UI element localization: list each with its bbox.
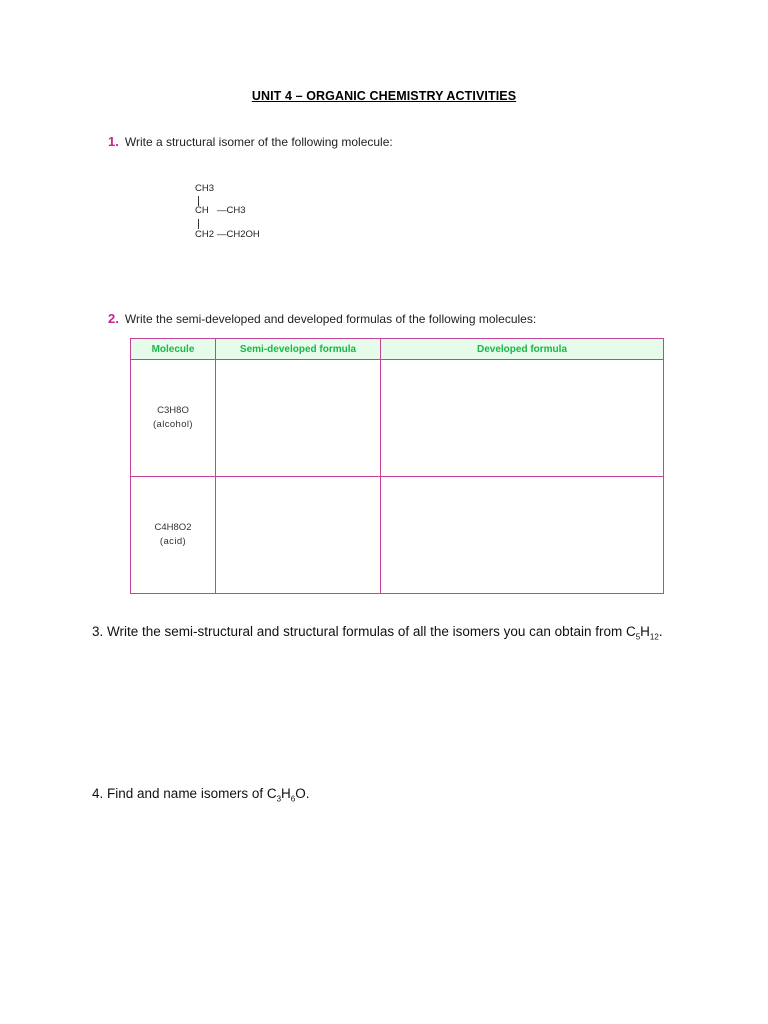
formula-element: H — [281, 786, 291, 801]
molecule-formula: C3H8O — [157, 405, 189, 416]
question-2-number: 2. — [108, 311, 119, 326]
formula-element: H — [640, 624, 650, 639]
question-2-text: Write the semi-developed and developed formulas of the following molecules: — [124, 312, 537, 326]
header-developed: Developed formula — [381, 339, 664, 360]
header-semi-developed: Semi-developed formula — [216, 339, 381, 360]
question-4-text — [92, 783, 682, 804]
subscript: 12 — [649, 632, 659, 642]
question-1-text: Write a structural isomer of the following molecule: — [124, 135, 393, 149]
subscript: 3 — [276, 794, 282, 804]
subscript: 5 — [635, 632, 641, 642]
molecule-cell — [131, 360, 216, 477]
molecule-structure — [195, 183, 315, 253]
semi-developed-answer-cell[interactable] — [216, 477, 381, 594]
question-2-heading — [108, 311, 536, 326]
molecule-top-group: CH3 — [195, 183, 215, 194]
table-row — [131, 360, 664, 477]
molecule-bottom-substituent: —CH2OH — [217, 229, 260, 240]
page-title: UNIT 4 – ORGANIC CHEMISTRY ACTIVITIES — [251, 89, 517, 103]
table-row — [131, 477, 664, 594]
formula-table — [130, 338, 664, 594]
molecule-middle-substituent: —CH3 — [217, 205, 246, 216]
question-4-suffix: O. — [295, 786, 310, 801]
molecule-type: (acid) — [159, 536, 187, 547]
question-1-heading — [108, 134, 393, 149]
molecule-type: (alcohol) — [152, 419, 194, 430]
developed-answer-cell[interactable] — [381, 477, 664, 594]
molecule-bottom-group: CH2 — [195, 229, 215, 240]
question-3-text — [92, 621, 682, 642]
molecule-cell — [131, 477, 216, 594]
question-4-prefix: 4. Find and name isomers of C — [92, 786, 277, 801]
bond-bottom — [198, 219, 199, 229]
molecule-middle-group: CH — [195, 205, 209, 216]
developed-answer-cell[interactable] — [381, 360, 664, 477]
subscript: 6 — [290, 794, 296, 804]
semi-developed-answer-cell[interactable] — [216, 360, 381, 477]
molecule-formula: C4H8O2 — [154, 522, 192, 533]
question-3-suffix: . — [658, 624, 663, 639]
header-molecule: Molecule — [131, 339, 216, 360]
table-header-row — [131, 339, 664, 360]
question-1-number: 1. — [108, 134, 119, 149]
question-3-prefix: 3. Write the semi-structural and structural formulas of all the isomers you can obtain from C — [92, 624, 636, 639]
